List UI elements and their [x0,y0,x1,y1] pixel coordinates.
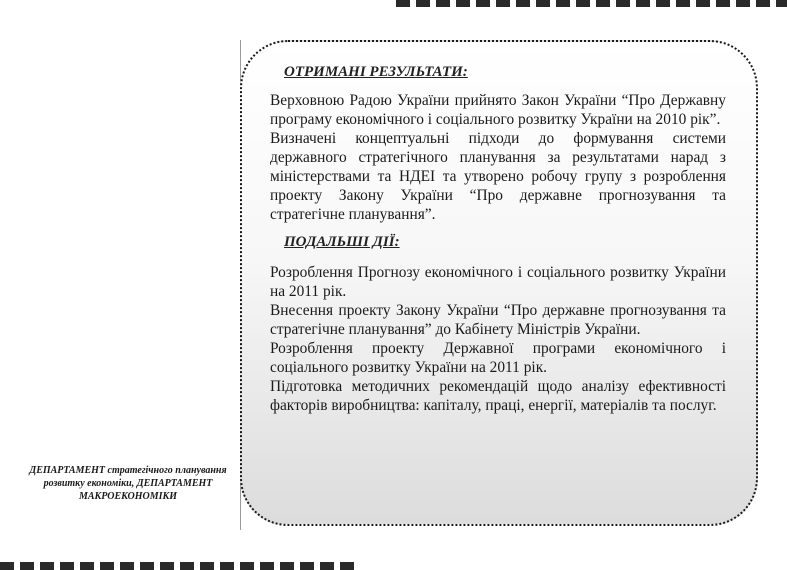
results-paragraph-2: Визначені концептуальні підходи до формування системи державного стратегічного планування за результатами нарад з міністерствами та НДЕІ та утворено робочу групу з розроблення проекту Закону України “Про державне прогнозування та стратегічне планування”. [270,130,726,223]
results-paragraph-1: Верховною Радою України прийнято Закон України “Про Державну програму економічного і соціального розвитку України на 2010 рік”. [270,92,726,128]
next-steps-heading: ПОДАЛЬШІ ДІЇ: [284,234,400,250]
next-steps-paragraph-1: Розроблення Прогнозу економічного і соціального розвитку України на 2011 рік. [270,264,726,300]
next-steps-paragraph-2: Внесення проекту Закону України “Про державне прогнозування та стратегічне планування” до Кабінету Міністрів України. [270,302,726,338]
next-steps-paragraph-4: Підготовка методичних рекомендацій щодо аналізу ефективності факторів виробництва: капіталу, праці, енергії, матеріалів та послуг. [270,378,726,414]
results-heading: ОТРИМАНІ РЕЗУЛЬТАТИ: [284,64,468,80]
next-steps-paragraph-3: Розроблення проекту Державної програми економічного і соціального розвитку України на 2011 рік. [270,340,726,376]
top-dashed-border [396,0,787,7]
content-panel [240,40,758,526]
bottom-dashed-border [0,562,360,570]
department-caption: ДЕПАРТАМЕНТ стратегічного планування розвитку економіки, ДЕПАРТАМЕНТ МАКРОЕКОНОМІКИ [29,465,227,502]
